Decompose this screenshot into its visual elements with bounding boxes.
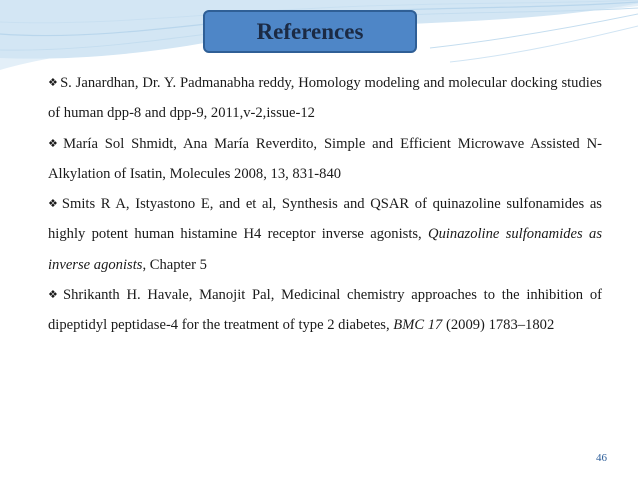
- reference-item: [48, 68, 602, 129]
- references-list: [48, 68, 602, 341]
- reference-text: María Sol Shmidt, Ana María Reverdito, Simple and Efficient Microwave Assisted N-Alkylation of Isatin, Molecules 2008, 13, 831-840: [48, 135, 602, 182]
- diamond-bullet-icon: ❖: [48, 76, 59, 89]
- reference-item: [48, 280, 602, 341]
- reference-item: [48, 189, 602, 280]
- reference-italic-title: Quinazoline sulfonamides as inverse agonists: [48, 226, 603, 273]
- diamond-bullet-icon: ❖: [48, 197, 60, 211]
- reference-item: [48, 129, 602, 190]
- title-banner: [203, 10, 417, 53]
- reference-text: Smits R A, Istyastono E, and et al, Synthesis and QSAR of quinazoline sulfonamides as highly potent human histamine H4 receptor inverse agonists,: [48, 196, 602, 243]
- reference-text: S. Janardhan, Dr. Y. Padmanabha reddy, Homology modeling and molecular docking studies of human dpp-8 and dpp-9, 2011,v-2,issue-12: [48, 75, 602, 122]
- diamond-bullet-icon: ❖: [48, 288, 61, 302]
- reference-tail: (2009) 1783–1802: [442, 317, 555, 334]
- diamond-bullet-icon: ❖: [48, 136, 62, 150]
- slide-title: References: [256, 19, 364, 44]
- reference-italic-journal: BMC 17: [393, 317, 443, 334]
- reference-text: Shrikanth H. Havale, Manojit Pal, Medicinal chemistry approaches to the inhibition of dipeptidyl peptidase-4 for the treatment of type 2 diabetes,: [48, 287, 602, 334]
- reference-tail: , Chapter 5: [142, 256, 207, 273]
- page-number: 46: [596, 452, 607, 464]
